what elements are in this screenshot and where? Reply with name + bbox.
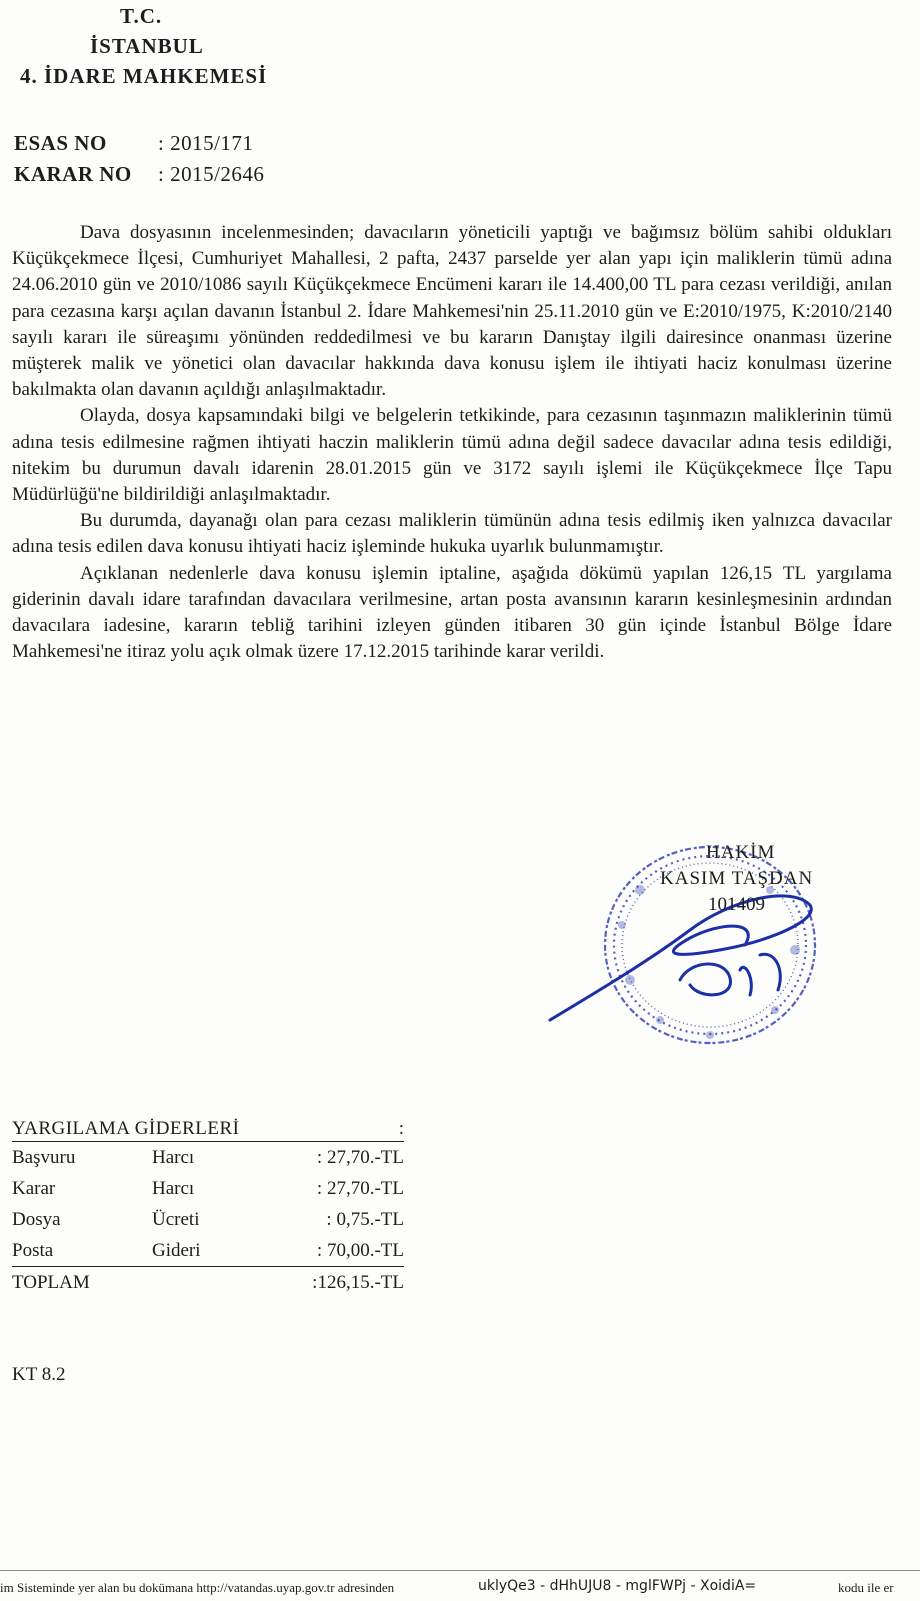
verification-code: uklyQe3 - dHhUJU8 - mglFWPj - XoidiA= (478, 1578, 757, 1594)
cost-type: Harcı (152, 1146, 195, 1168)
cost-amount: : 27,70.-TL (316, 1177, 404, 1199)
header-court-name: 4. İDARE MAHKEMESİ (20, 64, 268, 88)
total-label: TOPLAM (12, 1271, 90, 1293)
judge-name: KASIM TAŞDAN (660, 868, 814, 889)
table-row (12, 1173, 404, 1204)
cost-amount: : 27,70.-TL (316, 1146, 404, 1168)
costs-header (12, 1112, 404, 1142)
header-city: İSTANBUL (90, 34, 204, 58)
header-tc: T.C. (120, 4, 163, 28)
esas-label: ESAS NO (14, 131, 107, 155)
cost-type: Harcı (152, 1177, 195, 1199)
esas-row (14, 128, 264, 159)
decision-body (12, 220, 892, 665)
paragraph-3: Bu durumda, dayanağı olan para cezası maliklerin tümünün adına tesis edilmiş iken yalnızca davacılar adına tesis edilen dava konusu ihtiyati haciz işleminde hukuka uyarlık bulunmamıştır. (12, 510, 892, 558)
cost-item: Başvuru (12, 1146, 76, 1168)
table-row (12, 1204, 404, 1235)
esas-value: : 2015/171 (158, 131, 254, 155)
costs-title: YARGILAMA GİDERLERİ (12, 1118, 240, 1139)
verification-footer (0, 1570, 920, 1601)
karar-row (14, 159, 264, 190)
footer-text: im Sisteminde yer alan bu dokümana http://vatandas.uyap.gov.tr adresinden (0, 1580, 395, 1595)
table-row (12, 1235, 404, 1267)
total-row (12, 1267, 404, 1298)
cost-type: Ücreti (152, 1208, 200, 1230)
paragraph-1: Dava dosyasının incelenmesinden; davacıların yöneticili yaptığı ve bağımsız bölüm sahibi oldukları Küçükçekmece İlçesi, Cumhuriyet Mahallesi, 2 pafta, 2437 parselde yer alan yapı için maliklerin tümü adına 24.06.2010 gün ve 2010/1086 sayılı Küçükçekmece Encümeni kararı ile 14.400,00 TL para cezası verildiği, anılan para cezasına karşı açılan davanın İstanbul 2. İdare Mahkemesi'nin 25.11.2010 gün ve E:2010/1975, K:2010/2140 sayılı kararı ile süreaşımı yönünden reddedilmesi ve bu kararın Danıştay ilgili dairesince onanması üzerine müşterek malik ve yönetici olan davacılar hakkında dava konusu işlem ile ihtiyati haciz konulması üzerine bakılmakta olan davanın açıldığı anlaşılmaktadır. (12, 222, 892, 401)
cost-amount: : 70,00.-TL (316, 1239, 404, 1261)
table-row (12, 1142, 404, 1173)
costs-colon: : (398, 1118, 404, 1139)
cost-type: Gideri (152, 1239, 201, 1261)
judge-number: 101409 (708, 894, 765, 915)
document-code: KT 8.2 (12, 1364, 66, 1385)
cost-amount: : 0,75.-TL (326, 1208, 404, 1230)
case-meta (14, 128, 264, 190)
judge-block (660, 840, 860, 918)
judge-title: HAKİM (706, 842, 776, 863)
costs-table (12, 1112, 404, 1298)
karar-value: : 2015/2646 (158, 162, 265, 186)
cost-item: Posta (12, 1239, 54, 1261)
karar-label: KARAR NO (14, 162, 132, 186)
cost-item: Karar (12, 1177, 56, 1199)
paragraph-2: Olayda, dosya kapsamındaki bilgi ve belgelerin tetkikinde, para cezasının taşınmazın maliklerinin tümü adına tesis edilmesine rağmen ihtiyati haczin maliklerin tümü adına değil sadece davacılar adına tesis edildiği, nitekim bu durumun davalı idarenin 28.01.2015 gün ve 3172 sayılı işlemi ile Küçükçekmece İlçe Tapu Müdürlüğü'ne bildirildiği anlaşılmaktadır. (12, 405, 892, 506)
footer-end: kodu ile er (838, 1580, 894, 1595)
total-amount: :126,15.-TL (312, 1271, 404, 1293)
cost-item: Dosya (12, 1208, 61, 1230)
paragraph-4: Açıklanan nedenlerle dava konusu işlemin iptaline, aşağıda dökümü yapılan 126,15 TL yargılama giderinin davalı idare tarafından davacılara verilmesine, artan posta avansının kararın kesinleşmesinin ardından davacılara iadesine, kararın tebliğ tarihini izleyen günden itibaren 30 gün içinde İstanbul Bölge İdare Mahkemesi'ne itiraz yolu açık olmak üzere 17.12.2015 tarihinde karar verildi. (12, 562, 892, 663)
